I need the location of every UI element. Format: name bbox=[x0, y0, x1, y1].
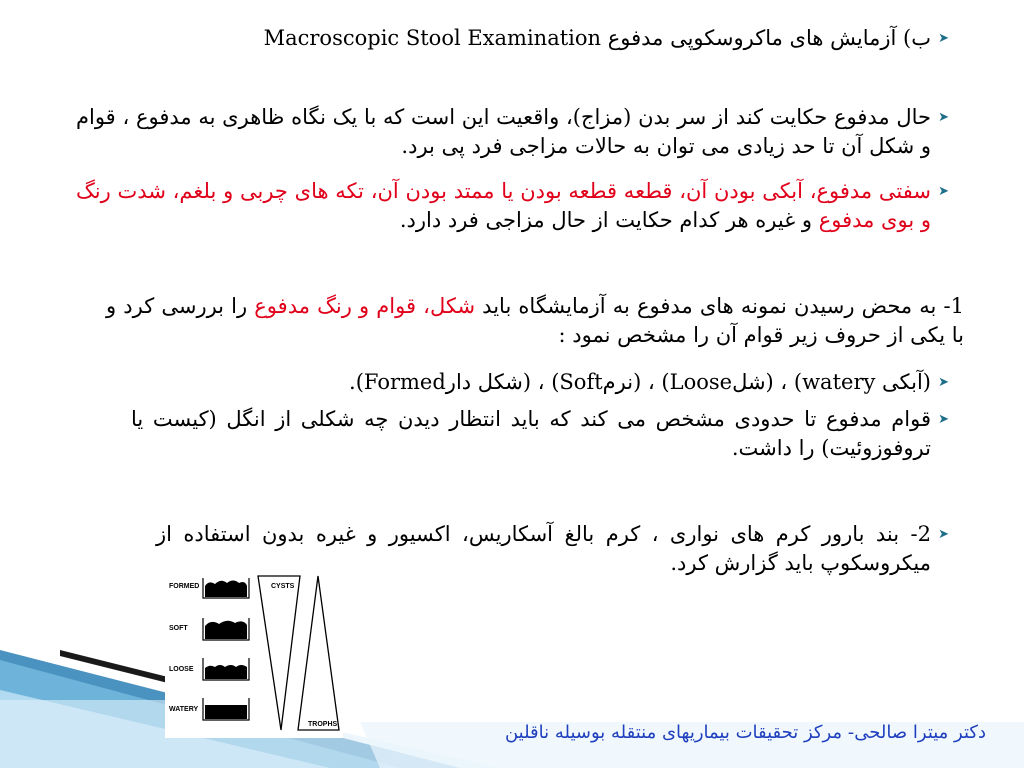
bullet-text: و غیره هر کدام حکایت از حال مزاجی فرد دارد. bbox=[399, 208, 819, 232]
item-text: را بررسی کرد و با یکی از حروف زیر قوام آن را مشخص نمود : bbox=[106, 294, 964, 347]
bullet-4 bbox=[231, 368, 949, 397]
cysts-triangle bbox=[258, 576, 300, 730]
label-trophs: TROPHS bbox=[308, 721, 338, 728]
bullet-text: (آبکی watery) ، (شلLoose) ، (نرمSoft) ، (شکل دارFormed). bbox=[349, 370, 931, 394]
numbered-item-1 bbox=[106, 292, 964, 350]
bullet-arrow-icon: ➤ bbox=[938, 527, 949, 542]
label-soft: SOFT bbox=[169, 625, 188, 632]
bullet-arrow-icon: ➤ bbox=[938, 110, 949, 125]
trophs-triangle bbox=[298, 576, 339, 730]
bullet-arrow-icon: ➤ bbox=[938, 375, 949, 390]
bullet-3 bbox=[76, 177, 949, 235]
label-formed: FORMED bbox=[169, 583, 200, 590]
bullet-text: ب) آزمایش های ماکروسکوپی مدفوع Macroscopic Stool Examination bbox=[263, 26, 931, 50]
bullet-arrow-icon: ➤ bbox=[938, 31, 949, 46]
bullet-5 bbox=[131, 405, 949, 463]
bullet-text: حال مدفوع حکایت کند از سر بدن (مزاج)، واقعیت این است که با یک نگاه ظاهری به مدفوع ، قوام و شکل آن تا حد زیادی می توان به حالات مزاجی فرد پی برد. bbox=[76, 105, 931, 158]
label-cysts: CYSTS bbox=[271, 583, 295, 590]
bullet-2 bbox=[76, 103, 949, 161]
bullet-text: قوام مدفوع تا حدودی مشخص می کند که باید انتظار دیدن چه شکلی از انگل (کیست یا تروفوزوئیت) را داشت. bbox=[131, 407, 931, 460]
bullet-6 bbox=[156, 520, 949, 578]
consistency-diagram bbox=[165, 572, 343, 738]
beaker-loose bbox=[203, 658, 249, 680]
item-text-highlight: شکل، قوام و رنگ مدفوع bbox=[254, 294, 476, 318]
bullet-arrow-icon: ➤ bbox=[938, 184, 949, 199]
stool-consistency-figure bbox=[165, 572, 343, 738]
label-loose: LOOSE bbox=[169, 666, 194, 673]
bullet-text: 2- بند بارور کرم های نواری ، کرم بالغ آسکاریس، اکسیور و غیره بدون استفاده از میکروسکوپ باید گزارش کرد. bbox=[156, 522, 931, 575]
bullet-arrow-icon: ➤ bbox=[938, 412, 949, 427]
beaker-watery bbox=[203, 698, 249, 720]
beaker-soft bbox=[203, 618, 249, 640]
bullet-1 bbox=[231, 24, 949, 53]
label-watery: WATERY bbox=[169, 706, 199, 713]
beaker-formed bbox=[203, 578, 249, 598]
item-text: 1- به محض رسیدن نمونه های مدفوع به آزمایشگاه باید bbox=[475, 294, 964, 318]
slide-footer: دکتر میترا صالحی- مرکز تحقیقات بیماریهای منتقله بوسیله ناقلین bbox=[504, 722, 986, 743]
bullet-text-highlight: سفتی مدفوع، آبکی بودن آن، قطعه قطعه بودن یا ممتد بودن آن، تکه های چربی و بلغم، شدت رنگ و بوی مدفوع bbox=[76, 179, 931, 232]
